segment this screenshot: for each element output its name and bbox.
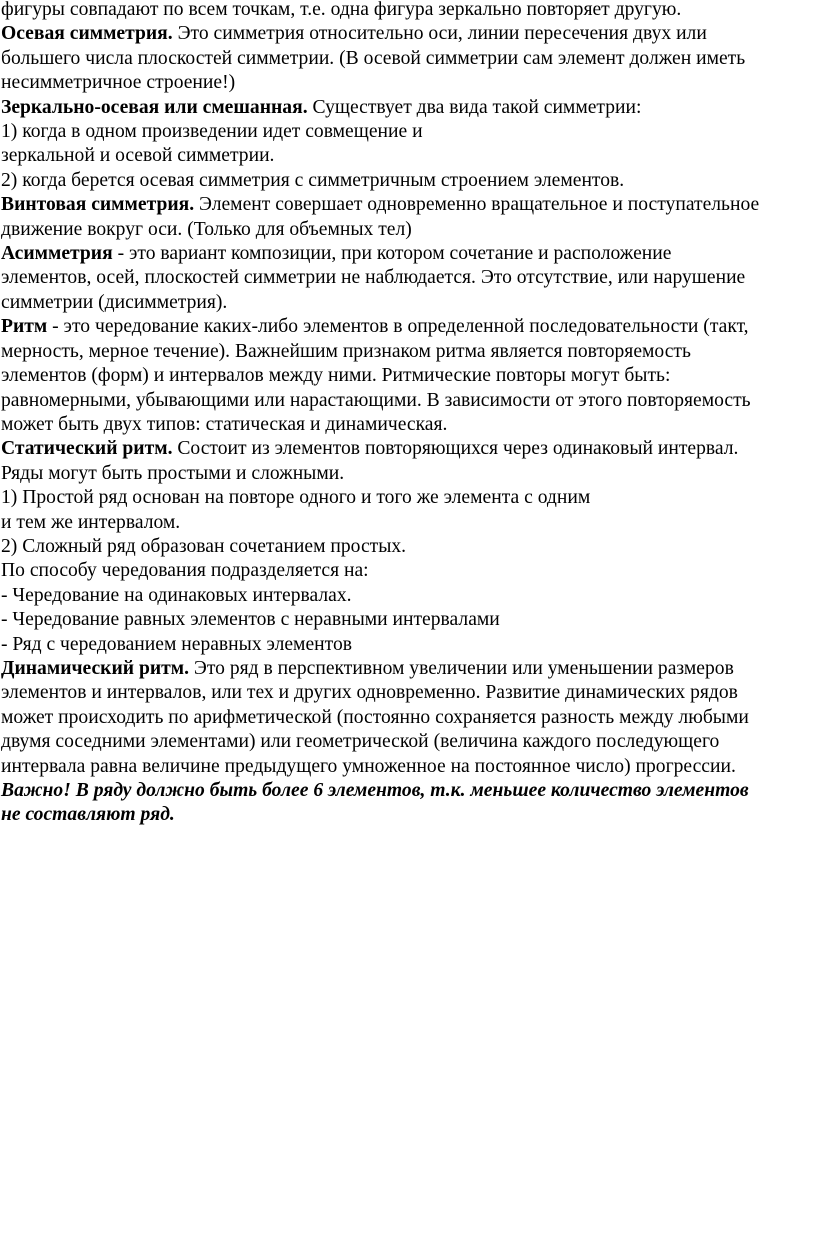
term-heading: Динамический ритм. bbox=[1, 657, 189, 679]
text-line: - Ряд с чередованием неравных элементов bbox=[1, 633, 352, 655]
text-line: 2) Сложный ряд образован сочетанием простых. bbox=[1, 535, 407, 557]
text-line: элементов, осей, плоскостей симметрии не наблюдается. Это отсутствие, или нарушение bbox=[1, 267, 746, 289]
text-line: интервала равна величине предыдущего умноженное на постоянное число) прогрессии. bbox=[1, 755, 736, 777]
text-line bbox=[0, 315, 816, 339]
important-note: Важно! В ряду должно быть более 6 элементов, т.к. меньшее количество элементов bbox=[1, 780, 749, 801]
important-note: не составляют ряд. bbox=[1, 804, 175, 826]
paragraph-text: Состоит из элементов повторяющихся через одинаковый интервал. bbox=[172, 438, 739, 460]
text-line: может происходить по арифметической (постоянно сохраняется разность между любыми bbox=[1, 706, 749, 728]
text-line: и тем же интервалом. bbox=[1, 511, 181, 533]
text-line: движение вокруг оси. (Только для объемных тел) bbox=[1, 218, 412, 240]
text-line bbox=[0, 22, 816, 46]
text-line: симметрии (дисимметрия). bbox=[1, 291, 228, 313]
term-heading: Асимметрия bbox=[1, 243, 113, 265]
text-line: большего числа плоскостей симметрии. (В осевой симметрии сам элемент должен иметь bbox=[1, 47, 746, 69]
term-heading: Ритм bbox=[1, 316, 48, 338]
text-line: может быть двух типов: статическая и динамическая. bbox=[1, 413, 448, 435]
text-line: элементов (форм) и интервалов между ними. Ритмические повторы могут быть: bbox=[1, 365, 671, 387]
paragraph-text: - это вариант композиции, при котором сочетание и расположение bbox=[112, 243, 672, 265]
text-line: элементов и интервалов, или тех и других одновременно. Развитие динамических рядов bbox=[1, 682, 738, 704]
paragraph-text: Элемент совершает одновременно вращательное и поступательное bbox=[194, 194, 760, 216]
text-line: несимметричное строение!) bbox=[1, 72, 236, 94]
text-line: - Чередование на одинаковых интервалах. bbox=[1, 584, 352, 606]
text-line: Ряды могут быть простыми и сложными. bbox=[1, 462, 345, 484]
text-line: - Чередование равных элементов с неравными интервалами bbox=[1, 609, 500, 631]
term-heading: Винтовая симметрия. bbox=[1, 194, 195, 216]
text-line: 1) Простой ряд основан на повторе одного и того же элемента с одним bbox=[1, 487, 591, 509]
text-line: По способу чередования подразделяется на: bbox=[1, 560, 369, 582]
term-heading: Статический ритм. bbox=[1, 438, 173, 460]
text-line bbox=[0, 437, 816, 461]
term-heading: Осевая симметрия. bbox=[1, 23, 173, 45]
paragraph-text: Существует два вида такой симметрии: bbox=[307, 96, 642, 118]
text-line bbox=[0, 193, 816, 217]
text-line: равномерными, убывающими или нарастающими. В зависимости от этого повторяемость bbox=[1, 389, 751, 411]
text-line: мерность, мерное течение). Важнейшим признаком ритма является повторяемость bbox=[1, 340, 691, 362]
text-line bbox=[0, 96, 816, 120]
text-line: 2) когда берется осевая симметрия с симметричным строением элементов. bbox=[1, 169, 625, 191]
paragraph-text: Это ряд в перспективном увеличении или уменьшении размеров bbox=[189, 657, 734, 679]
text-line bbox=[0, 657, 816, 681]
text-line bbox=[0, 242, 816, 266]
text-line: 1) когда в одном произведении идет совмещение и bbox=[1, 121, 423, 143]
text-line: зеркальной и осевой симметрии. bbox=[1, 145, 275, 167]
paragraph-text: Это симметрия относительно оси, линии пересечения двух или bbox=[172, 23, 707, 45]
paragraph-text: - это чередование каких-либо элементов в определенной последовательности (такт, bbox=[47, 316, 749, 338]
text-line: двумя соседними элементами) или геометрической (величина каждого последующего bbox=[1, 731, 720, 753]
term-heading: Зеркально-осевая или смешанная. bbox=[1, 96, 308, 118]
text-line: фигуры совпадают по всем точкам, т.е. одна фигура зеркально повторяет другую. bbox=[1, 0, 682, 20]
